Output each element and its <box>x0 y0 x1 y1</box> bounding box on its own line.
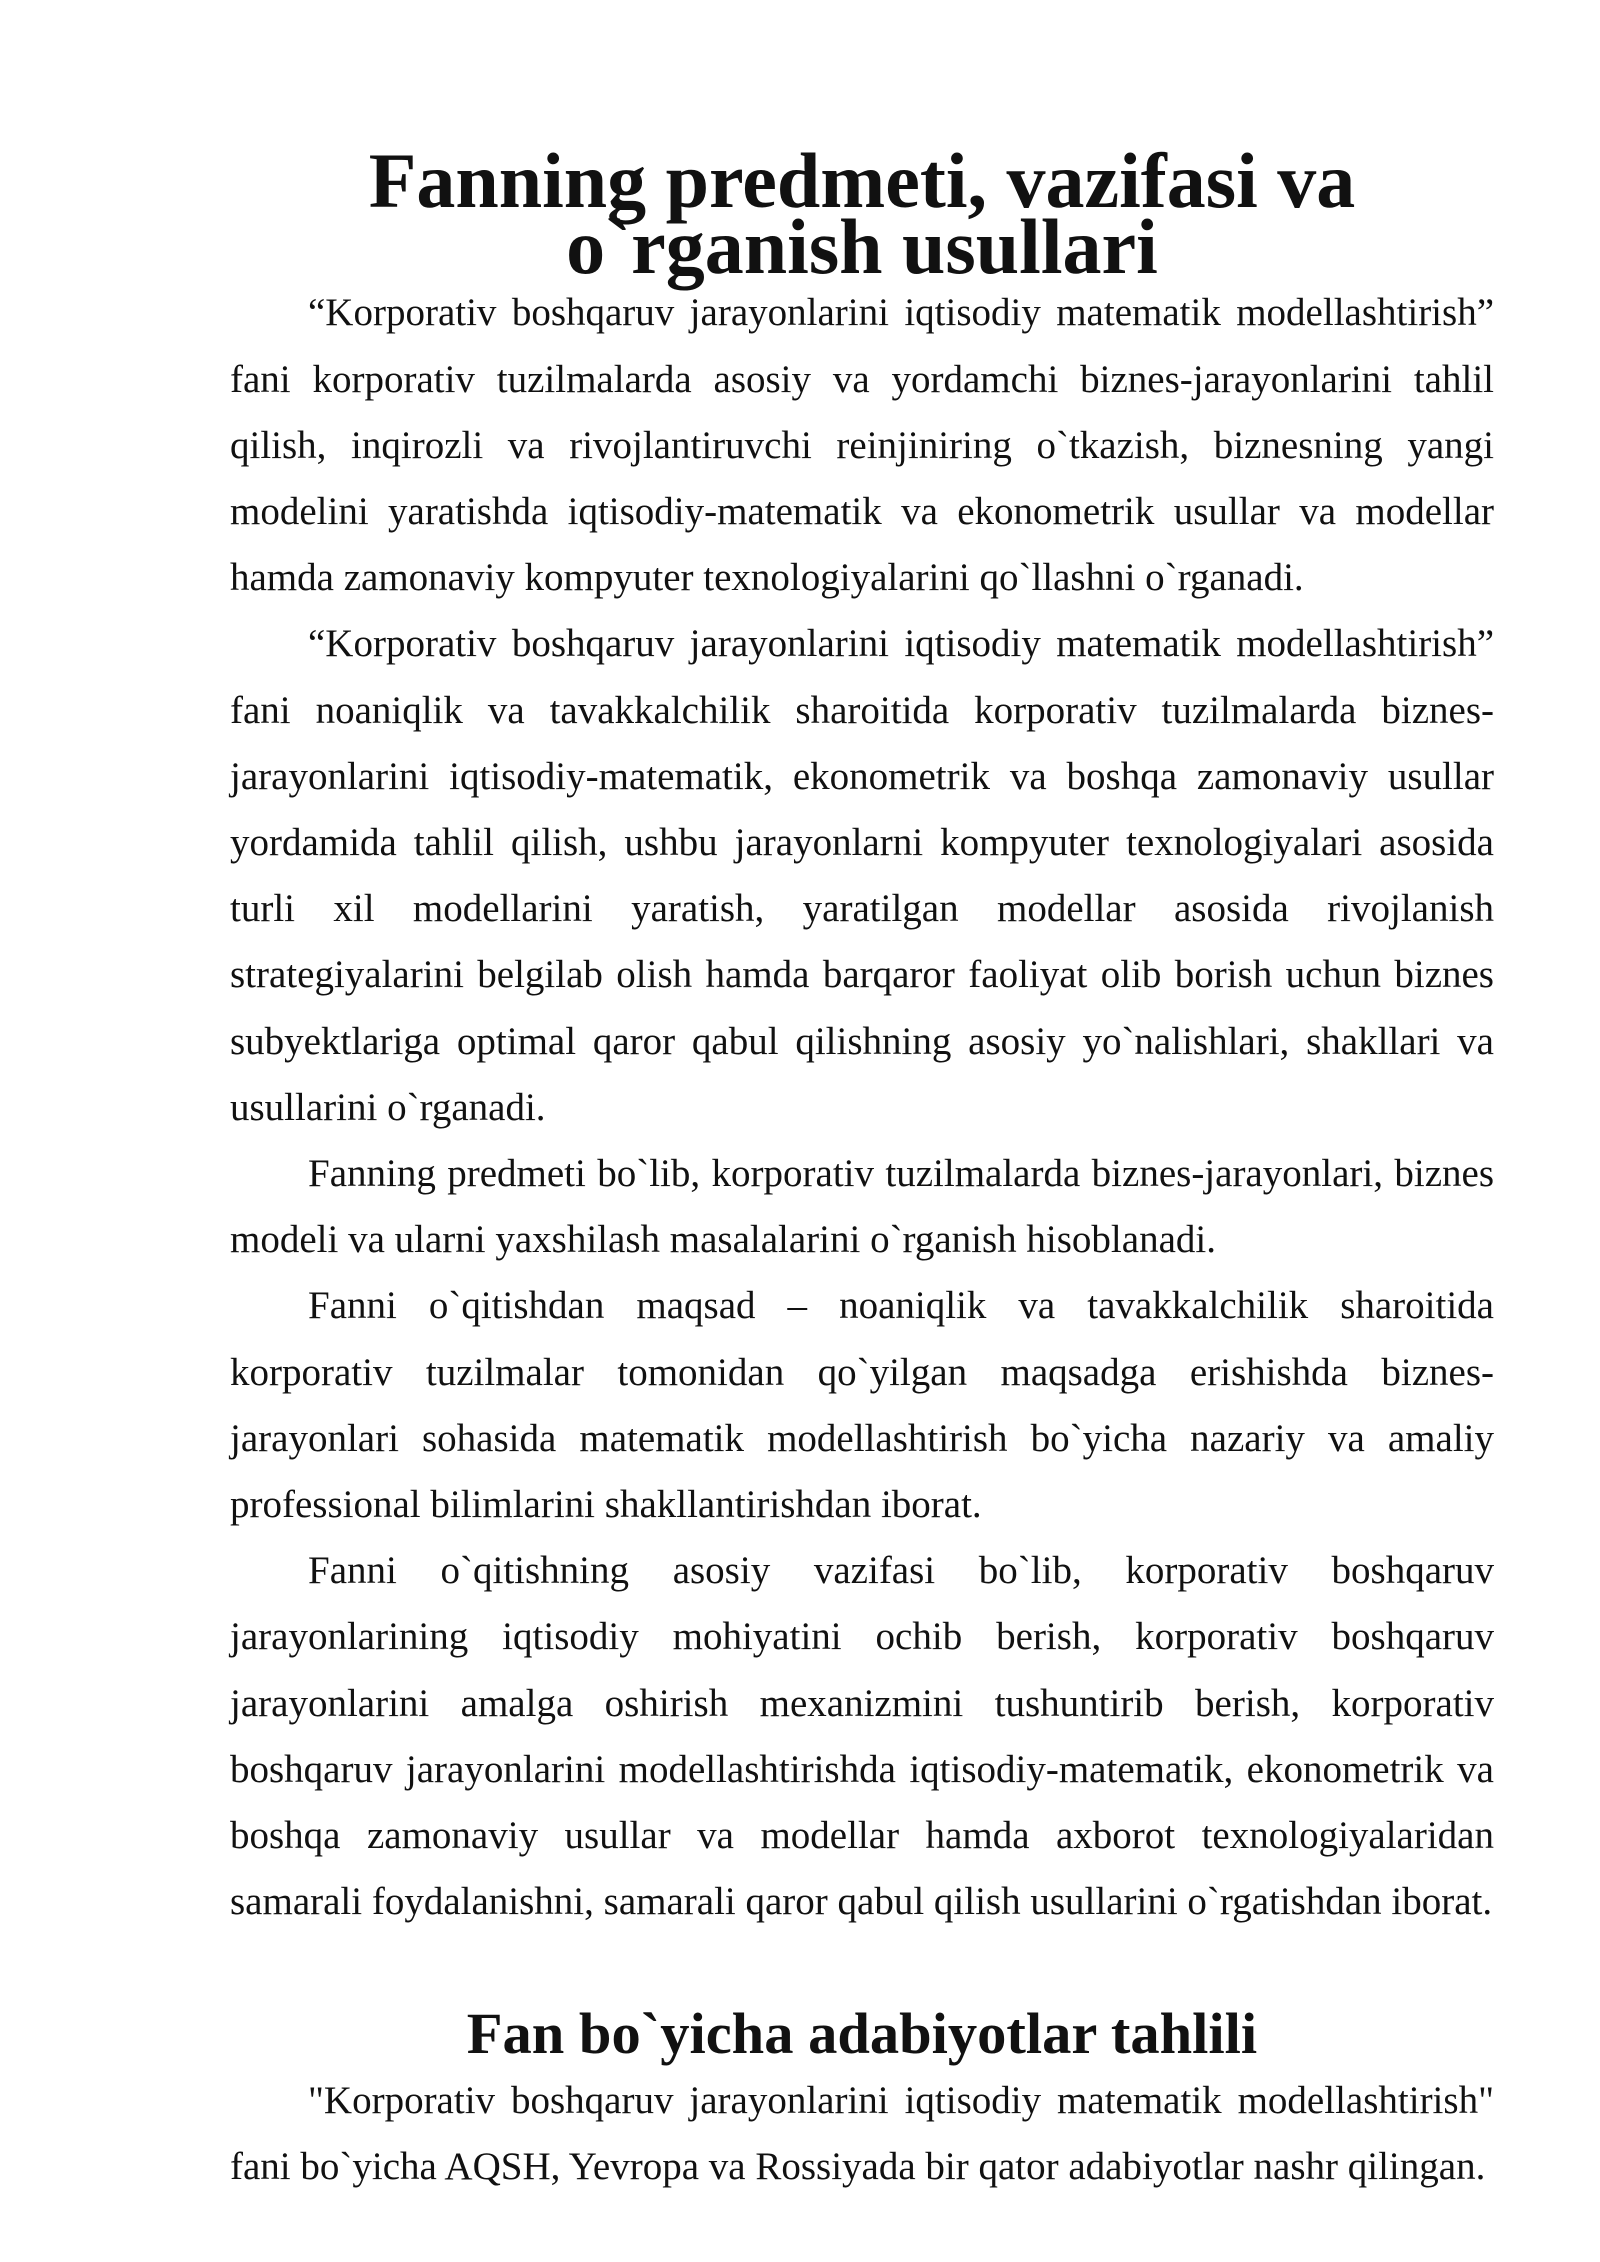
paragraph-goal: Fanni o`qitishdan maqsad – noaniqlik va tavakkalchilik sharoitida korporativ tuzilmalar tomonidan qo`yilgan maqsadga erishishda biznes-jarayonlari sohasida matematik modellashtirish bo`yicha nazariy va amaliy professional bilimlarini shakllantirishdan iborat. <box>230 1284 1494 1527</box>
paragraph-course-intro: “Korporativ boshqaruv jarayonlarini iqtisodiy matematik modellashtirish” fani korporativ tuzilmalarda asosiy va yordamchi biznes-jarayonlarini tahlil qilish, inqirozli va rivojlantiruvchi reinjiniring o`tkazish, biznesning yangi modelini yaratishda iqtisodiy-matematik va ekonometrik usullar va modellar hamda zamonaviy kompyuter texnologiyalarini qo`llashni o`rganadi. <box>230 291 1494 600</box>
document-page <box>230 137 1494 2200</box>
section-spacer <box>230 1935 1494 2001</box>
paragraph-subject: Fanning predmeti bo`lib, korporativ tuzilmalarda biznes-jarayonlari, biznes modeli va ularni yaxshilash masalalarini o`rganish hisoblanadi. <box>230 1152 1494 1262</box>
paragraph-tasks: Fanni o`qitishning asosiy vazifasi bo`lib, korporativ boshqaruv jarayonlarining iqtisodiy mohiyatini ochib berish, korporativ boshqaruv jarayonlarini amalga oshirish mexanizmini tushuntirib berish, korporativ boshqaruv jarayonlarini modellashtirishda iqtisodiy-matematik, ekonometrik va boshqa zamonaviy usullar va modellar hamda axborot texnologiyalaridan samarali foydalanishni, samarali qaror qabul qilish usullarini o`rgatishdan iborat. <box>230 1549 1494 1924</box>
section-heading-subject: Fanning predmeti, vazifasi va o`rganish usullari <box>368 137 1356 291</box>
paragraph-literature: "Korporativ boshqaruv jarayonlarini iqtisodiy matematik modellashtirish" fani bo`yicha AQSH, Yevropa va Rossiyada bir qator adabiyotlar nashr qilingan. <box>230 2078 1494 2188</box>
section-heading-literature: Fan bo`yicha adabiyotlar tahlili <box>466 2001 1258 2067</box>
paragraph-course-scope: “Korporativ boshqaruv jarayonlarini iqtisodiy matematik modellashtirish” fani noaniqlik va tavakkalchilik sharoitida korporativ tuzilmalarda biznes-jarayonlarini iqtisodiy-matematik, ekonometrik va boshqa zamonaviy usullar yordamida tahlil qilish, ushbu jarayonlarni kompyuter texnologiyalari asosida turli xil modellarini yaratish, yaratilgan modellar asosida rivojlanish strategiyalarini belgilab olish hamda barqaror faoliyat olib borish uchun biznes subyektlariga optimal qaror qabul qilishning asosiy yo`nalishlari, shakllari va usullarini o`rganadi. <box>230 622 1494 1129</box>
